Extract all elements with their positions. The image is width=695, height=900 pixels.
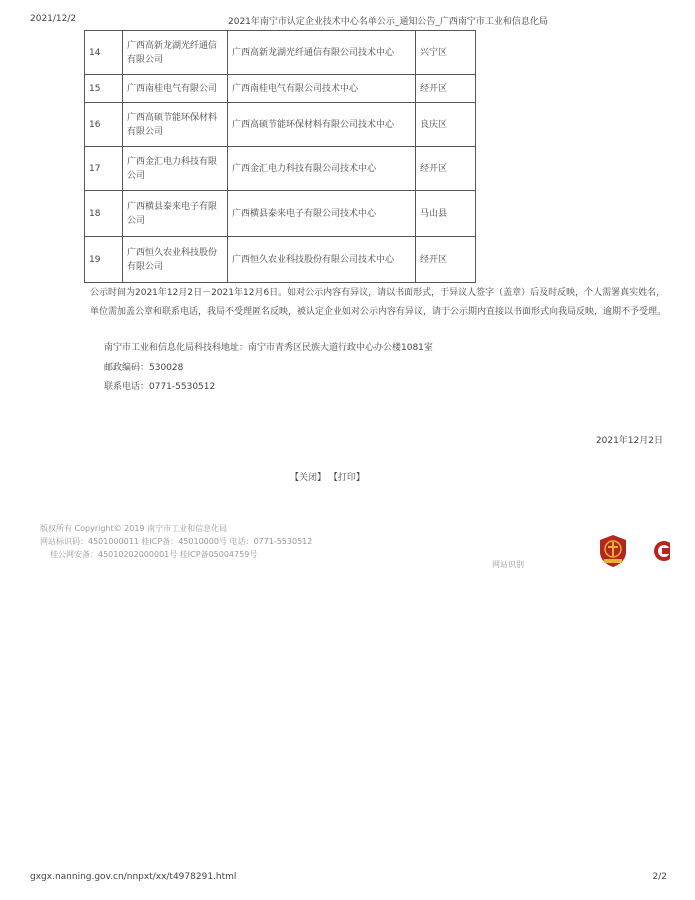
print-date: 2021/12/2	[30, 14, 77, 24]
site-registration-line: 网站标识码：4501000011 桂ICP备：45010000号 电话：0771-5530512	[40, 537, 313, 546]
table-row	[85, 31, 476, 75]
print-url: gxgx.nanning.gov.cn/nnpxt/xx/t4978291.html	[30, 872, 237, 882]
district: 兴宁区	[416, 31, 476, 75]
row-number: 16	[85, 103, 123, 147]
tech-center-name: 广西金汇电力科技有限公司技术中心	[228, 147, 416, 191]
tech-center-name: 广西恒久农业科技股份有限公司技术中心	[228, 237, 416, 283]
print-page-title: 2021年南宁市认定企业技术中心名单公示_通知公告_广西南宁市工业和信息化局	[228, 17, 548, 27]
row-number: 18	[85, 191, 123, 237]
company-name: 广西南桂电气有限公司	[123, 75, 228, 103]
tech-center-name: 广西南桂电气有限公司技术中心	[228, 75, 416, 103]
company-name: 广西横县泰来电子有限公司	[123, 191, 228, 237]
contact-address: 南宁市工业和信息化局科技科地址：南宁市青秀区民族大道行政中心办公楼1081室	[104, 343, 433, 353]
company-name: 广西金汇电力科技有限公司	[123, 147, 228, 191]
row-number: 19	[85, 237, 123, 283]
contact-phone: 联系电话：0771-5530512	[104, 382, 216, 392]
district: 良庆区	[416, 103, 476, 147]
government-site-badge-icon[interactable]	[598, 534, 628, 568]
table-row	[85, 191, 476, 237]
postcode: 邮政编码：530028	[104, 363, 184, 373]
row-number: 14	[85, 31, 123, 75]
copyright-line: 版权所有 Copyright© 2019 南宁市工业和信息化局	[40, 524, 228, 533]
close-print-links[interactable]: 【关闭】 【打印】	[290, 473, 365, 483]
site-footer	[40, 522, 524, 569]
print-page-number: 2/2	[652, 872, 667, 882]
table-row	[85, 75, 476, 103]
district: 经开区	[416, 75, 476, 103]
district: 马山县	[416, 191, 476, 237]
site-identification-label: 网站识别	[492, 560, 524, 569]
district: 经开区	[416, 237, 476, 283]
error-report-logo-icon[interactable]	[650, 540, 670, 562]
row-number: 17	[85, 147, 123, 191]
company-name: 广西恒久农业科技股份有限公司	[123, 237, 228, 283]
police-registration-line: 桂公网安备：45010202000001号 桂ICP备05004759号	[50, 550, 258, 559]
table-row	[85, 147, 476, 191]
company-name: 广西高新龙湖光纤通信有限公司	[123, 31, 228, 75]
publish-date: 2021年12月2日	[595, 436, 663, 446]
district: 经开区	[416, 147, 476, 191]
enterprise-table	[84, 30, 476, 283]
tech-center-name: 广西高硕节能环保材料有限公司技术中心	[228, 103, 416, 147]
company-name: 广西高硕节能环保材料有限公司	[123, 103, 228, 147]
table-row	[85, 103, 476, 147]
tech-center-name: 广西高新龙湖光纤通信有限公司技术中心	[228, 31, 416, 75]
row-number: 15	[85, 75, 123, 103]
tech-center-name: 广西横县泰来电子有限公司技术中心	[228, 191, 416, 237]
table-row	[85, 237, 476, 283]
print-header	[0, 12, 695, 28]
notice-text: 公示时间为2021年12月2日－2021年12月6日。如对公示内容有异议，请以书面形式，于异议人签字（盖章）后及时反映，个人需署真实姓名，单位需加盖公章和联系电话，我局不受理匿名反映，被认定企业如对公示内容有异议，请于公示期内直接以书面形式向我局反映，逾期不予受理。	[90, 288, 667, 317]
